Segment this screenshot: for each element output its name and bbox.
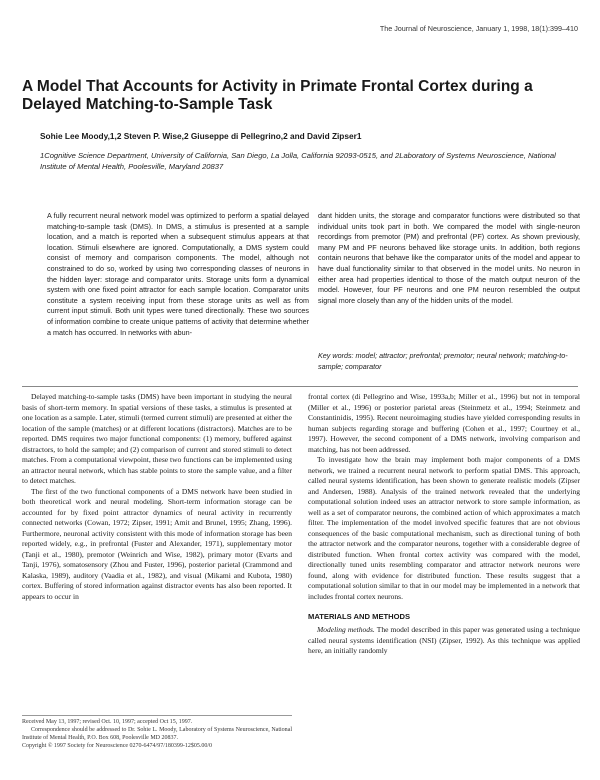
methods-text: The model described in this paper was generated using a technique called neural systems identification (NSI) (Zipser, 1992). As this technique was applied here, an initially randomly — [308, 625, 580, 655]
methods-paragraph — [308, 625, 580, 657]
section-heading-methods: MATERIALS AND METHODS — [308, 612, 411, 621]
received-note: Received May 13, 1997; revised Oct. 10, 1997; accepted Oct 15, 1997. — [22, 719, 193, 725]
abstract-right-column: dant hidden units, the storage and comparator functions were distributed so that individual units took part in both. We compared the model with single-neuron recordings from premotor (PM) and prefrontal (PF) cortex. As shown previously, many PM and PF neurons behaved like storage units. In addition, both regions contain neurons that behave like the comparator units of the model and appear to have dual functionality similar to that observed in the model units. No neuron in either area had properties identical to those of the match output neuron of the model. However, four PF neurons and one PM neuron resembled the output signal more closely than any of the hidden units of the model. — [318, 211, 580, 305]
affiliations: 1Cognitive Science Department, University of California, San Diego, La Jolla, California 92093-0515, and 2Laboratory of Systems Neuroscience, National Institute of Mental Health, Poolesville, Maryland 20837 — [40, 151, 556, 171]
body-right-column — [308, 392, 580, 657]
body-paragraph: frontal cortex (di Pellegrino and Wise, 1993a,b; Miller et al., 1996) but not in temporal (Miller et al., 1996) or posterior parietal areas (Steinmetz et al., 1994; Steinmetz and Constantinidis, 1995). Recent neuroimaging studies have yielded corresponding results in human subjects regarding storage and buffering (Cohen et al., 1997; Courtney et al., 1997). However, the second component of a DMS network, involving comparison and matching, has not been addressed. — [308, 392, 580, 454]
body-paragraph: To investigate how the brain may implement both major components of a DMS network, we trained a recurrent neural network to perform spatial DMS. This approach, called neural systems identification, has been shown to generate realistic models (Zipser and Andersen, 1988). Analysis of the trained network revealed that the underlying computational solution indeed uses an attractor network to store sample information, as well as a set of comparator neurons, the combined action of which approximates a match filter. The implementation of the model involved specific features that are not obvious consequences of the basic computational mechanism, such as directional tuning of both the attractor network and the comparator neurons, together with a considerable degree of distributed function. When frontal cortex activity was compared with the model, directionally tuned units resembling comparator and attractor network neurons were found, along with evidence for distributed function. These results suggest that a computational solution similar to that in our model may be implemented in a network that includes frontal cortex neurons. — [308, 455, 580, 601]
copyright-note: Copyright © 1997 Society for Neuroscience 0270-6474/97/180399-12$05.00/0 — [22, 743, 213, 749]
methods-subheading: Modeling methods. — [317, 625, 375, 634]
body-paragraph: The first of the two functional components of a DMS network have been studied in both theoretical work and neural modeling. Short-term information storage can be accounted for by fixed point attractor dynamics of neural activity in recurrently connected networks (Cowan, 1972; Zipser, 1991; Amit and Brunel, 1995; Zhang, 1996). Furthermore, neuronal activity consistent with this mode of information storage has been reported widely, e.g., in prefrontal (Fuster and Alexander, 1971), supplementary motor (Tanji et al., 1980), premotor (Weinrich and Wise, 1982), primary motor (Evarts and Tanji, 1976), somatosensory (Zhou and Fuster, 1996), posterior parietal (Crammond and Kalaska, 1989), auditory (Vaadia et al., 1982), and visual (Mikami and Kubota, 1980) cortex. Buffering of stored information against distractor events has also been reported. It appears to occur in — [22, 486, 292, 601]
body-left-column — [22, 392, 292, 602]
author-list: Sohie Lee Moody,1,2 Steven P. Wise,2 Giuseppe di Pellegrino,2 and David Zipser1 — [40, 131, 362, 141]
section-divider — [22, 386, 578, 387]
abstract-left-column: A fully recurrent neural network model was optimized to perform a spatial delayed matching-to-sample task (DMS). In DMS, a stimulus is presented at a sample location, and a match is reported when a subsequent stimulus appears at that location. Stimuli elsewhere are ignored. Computationally, a DMS system could consist of memory and comparison components. The model, although not constrained to do so, worked by using two corresponding classes of neurons in the hidden layer: storage and comparator units. Storage units form a dynamical system with one fixed point attractor for each sample location. Comparator units constitute a system receiving input from these storage units as well as from current input stimuli. Both unit types were tuned directionally. These two sources of information combine to create unique patterns of activity that determine whether a match has occurred. In networks with abun- — [47, 211, 309, 337]
paper-title: A Model That Accounts for Activity in Primate Frontal Cortex during a Delayed Matching-to-Sample Task — [22, 78, 533, 113]
footnote-divider — [22, 715, 292, 716]
correspondence-note: Correspondence should be addressed to Dr. Sohie L. Moody, Laboratory of Systems Neuroscience, National Institute of Mental Health, P.O. Box 608, Poolesville MD 20837. — [22, 727, 292, 741]
keywords: Key words: model; attractor; prefrontal; premotor; neural network; matching-to-sample; comparator — [318, 351, 568, 371]
body-paragraph: Delayed matching-to-sample tasks (DMS) have been important in studying the neural basis of short-term memory. In spatial versions of these tasks, a stimulus is presented at one location as a sample. Later, stimuli (termed current stimuli) are presented at either the location of the sample (matches) or at different locations (distractors). Matches are to be reported. DMS requires two major functional components: (1) memory, buffered against distractors, to hold the sample; and (2) comparison of current and stored stimuli to detect matches. From a computational viewpoint, these two functions can be implemented using an attractor neural network, which has stable points to store the sample value, and a filter to detect matches. — [22, 392, 292, 485]
footnotes — [22, 718, 292, 750]
journal-citation: The Journal of Neuroscience, January 1, 1998, 18(1):399–410 — [379, 24, 578, 33]
